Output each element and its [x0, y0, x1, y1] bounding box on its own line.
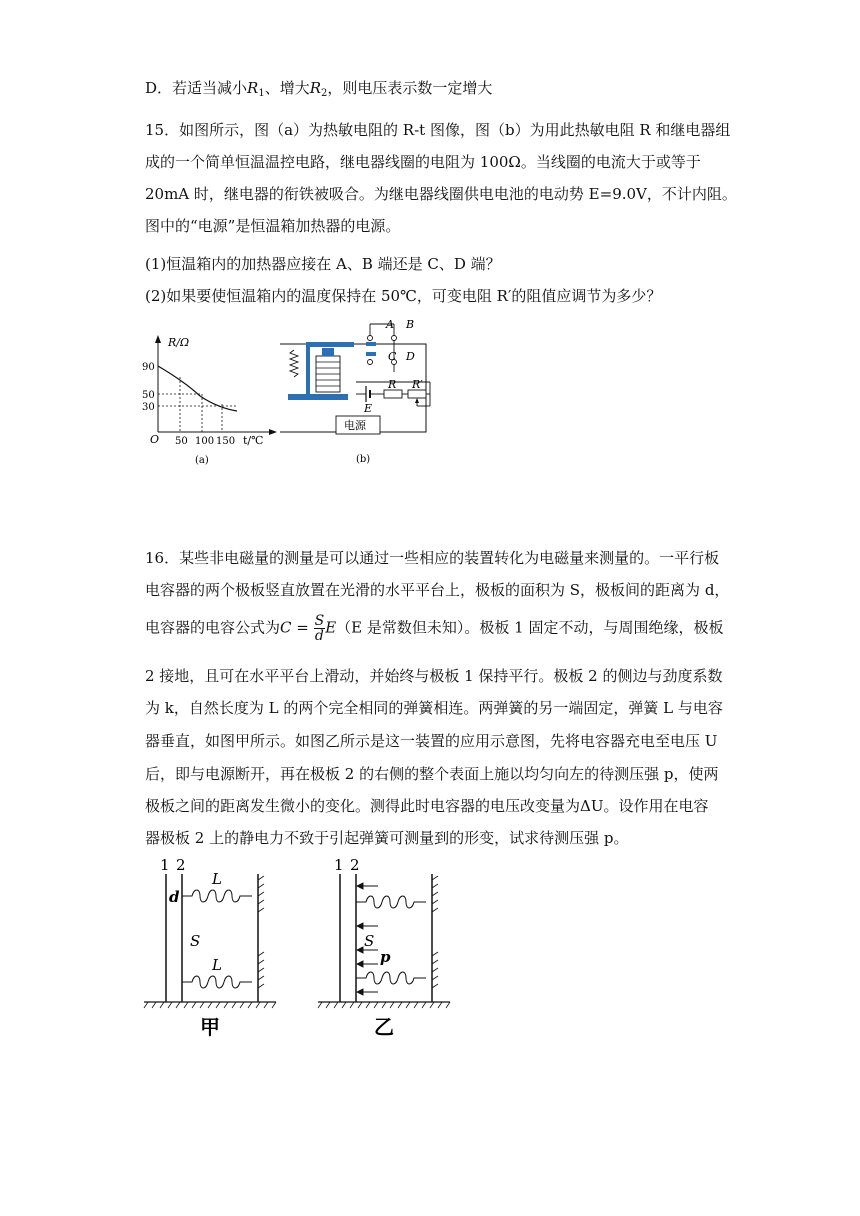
graph-ytick-30: 30	[142, 402, 155, 413]
option-d-r1: R	[247, 79, 259, 97]
q15-sub-question-2: (2)如果要使恒温箱内的温度保持在 50℃，可变电阻 R′的阻值应调节为多少？	[145, 287, 662, 305]
option-d-r2: R	[309, 79, 322, 97]
option-d	[145, 78, 492, 104]
formula-fraction	[314, 614, 326, 643]
q15-line-2: 成的一个简单恒温温控电路，继电器线圈的电阻为 100Ω。当线圈的电流大于或等于	[145, 153, 701, 171]
circuit-label-b: B	[406, 318, 415, 331]
option-d-r1-sub: 1	[258, 88, 265, 99]
q15-sub-question-1: (1)恒温箱内的加热器应接在 A、B 端还是 C、D 端？	[145, 255, 501, 273]
graph-xtick-100: 100	[195, 436, 215, 447]
q15-number: 15．	[145, 121, 180, 139]
capacitor-figure-jia	[140, 852, 280, 1042]
jia-d-label: d	[169, 888, 180, 906]
q16-line-9: 器极板 2 上的静电力不致于引起弹簧可测量到的形变，试求待测压强 p。	[145, 829, 629, 847]
yi-plate1-label: 1	[334, 856, 344, 874]
graph-caption: (a)	[195, 455, 209, 466]
rt-graph-figure	[140, 330, 280, 470]
jia-caption: 甲	[200, 1015, 220, 1039]
formula-c: C	[280, 618, 292, 637]
power-source-label: 电源	[344, 419, 366, 432]
q16-line-8: 极板之间的距离发生微小的变化。测得此时电容器的电压改变量为ΔU。设作用在电容	[145, 797, 709, 815]
yi-caption: 乙	[374, 1015, 394, 1039]
formula-eq: =	[291, 618, 314, 637]
q15-line-4: 图中的“电源”是恒温箱加热器的电源。	[145, 217, 401, 235]
q16-number: 16．	[145, 549, 180, 567]
option-d-mid: 、增大	[264, 79, 310, 97]
graph-y-label: R/Ω	[168, 336, 190, 349]
q16-line-1	[145, 548, 719, 568]
q16-line-3-post: （E 是常数但未知）。极板 1 固定不动，与周围绝缘，极板	[336, 618, 724, 637]
circuit-label-d: D	[406, 350, 415, 363]
formula-numerator: S	[314, 613, 325, 629]
circuit-label-c: C	[388, 350, 397, 363]
q16-text-1: 某些非电磁量的测量是可以通过一些相应的装置转化为电磁量来测量的。一平行板	[179, 549, 720, 567]
jia-l-bottom-label: L	[212, 956, 222, 974]
graph-xtick-50: 50	[175, 436, 188, 447]
circuit-caption: (b)	[356, 454, 371, 465]
q15-text-1: 如图所示，图（a）为热敏电阻的 R-t 图像，图（b）为用此热敏电阻 R 和继电器组	[179, 121, 731, 139]
q16-line-7: 后，即与电源断开，再在极板 2 的右侧的整个表面上施以均匀向左的待测压强 p，使两	[145, 765, 719, 783]
q16-line-3-pre: 电容器的电容公式为	[145, 618, 281, 637]
q16-line-4: 2 接地，且可在水平平台上滑动，并始终与极板 1 保持平行。极板 2 的侧边与劲度系数	[145, 667, 723, 685]
graph-ytick-50: 50	[142, 390, 155, 401]
yi-plate2-label: 2	[350, 856, 360, 874]
jia-l-top-label: L	[212, 870, 222, 888]
circuit-label-r: R	[388, 378, 397, 391]
q16-line-6: 器垂直，如图甲所示。如图乙所示是这一装置的应用示意图，先将电容器充电至电压 U	[145, 732, 718, 750]
q16-line-2: 电容器的两个极板竖直放置在光滑的水平平台上，极板的面积为 S，极板间的距离为 d，	[145, 581, 730, 599]
q15-line-1	[145, 120, 730, 140]
circuit-label-e: E	[364, 402, 373, 415]
jia-plate1-label: 1	[160, 856, 170, 874]
graph-origin: O	[150, 433, 160, 446]
q16-line-3	[145, 614, 723, 643]
graph-ytick-90: 90	[142, 362, 155, 373]
option-d-r2-sub: 2	[321, 88, 328, 99]
relay-circuit-figure	[280, 312, 460, 472]
option-d-suffix: ，则电压表示数一定增大	[327, 79, 493, 97]
formula-denominator: d	[314, 628, 324, 644]
graph-x-label: t/℃	[243, 434, 264, 447]
jia-plate2-label: 2	[176, 856, 186, 874]
formula-e: E	[325, 618, 337, 637]
circuit-label-a: A	[386, 318, 394, 331]
option-d-prefix: D．若适当减小	[145, 79, 248, 97]
yi-s-label: S	[364, 932, 375, 950]
jia-s-label: S	[190, 932, 201, 950]
yi-p-label: p	[380, 948, 391, 966]
capacitor-figure-yi	[314, 852, 454, 1042]
graph-xtick-150: 150	[216, 436, 236, 447]
q16-line-5: 为 k，自然长度为 L 的两个完全相同的弹簧相连。两弹簧的另一端固定，弹簧 L 与电容	[145, 699, 723, 717]
circuit-label-r-prime: R′	[412, 378, 423, 391]
q15-line-3: 20mA 时，继电器的衔铁被吸合。为继电器线圈供电电池的电动势 E=9.0V，不计内阻。	[145, 185, 737, 203]
